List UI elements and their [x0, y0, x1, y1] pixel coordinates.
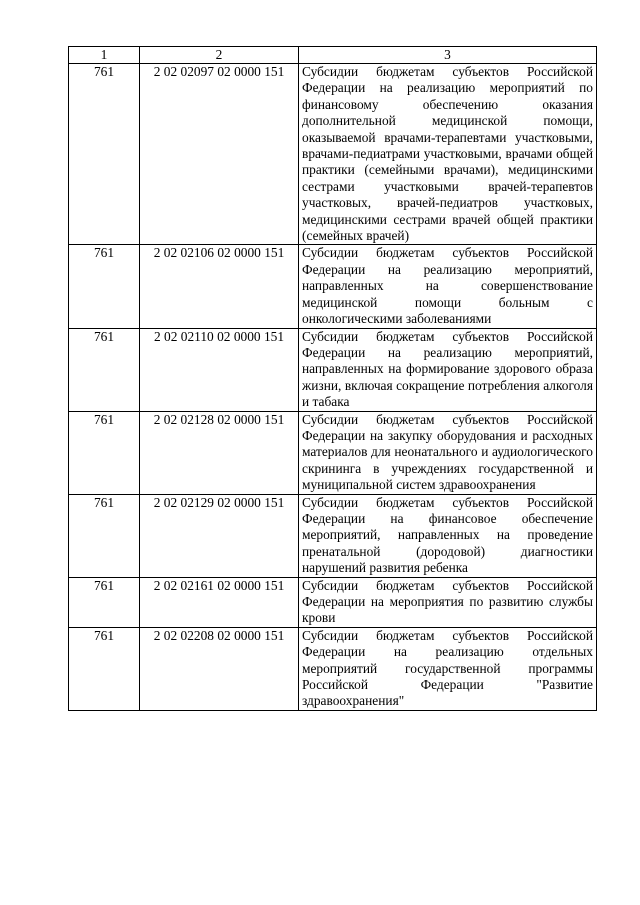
- admin-code-cell: 761: [69, 494, 140, 577]
- admin-code-cell: 761: [69, 411, 140, 494]
- budget-code-cell: 2 02 02097 02 0000 151: [140, 64, 299, 245]
- table-row: [69, 328, 597, 411]
- description-cell: Субсидии бюджетам субъектов Российской Федерации на реализацию отдельных мероприятий государственной программы Российской Федерации "Развитие здравоохранения": [299, 627, 597, 710]
- table-row: [69, 577, 597, 627]
- description-cell: Субсидии бюджетам субъектов Российской Федерации на реализацию мероприятий, направленных на совершенствование медицинской помощи больным с онкологическими заболеваниями: [299, 245, 597, 328]
- admin-code-cell: 761: [69, 577, 140, 627]
- table-header-row: [69, 47, 597, 64]
- column-header-1: 1: [69, 47, 140, 64]
- budget-code-cell: 2 02 02161 02 0000 151: [140, 577, 299, 627]
- admin-code-cell: 761: [69, 64, 140, 245]
- table-row: [69, 494, 597, 577]
- column-header-2: 2: [140, 47, 299, 64]
- description-cell: Субсидии бюджетам субъектов Российской Федерации на мероприятия по развитию службы крови: [299, 577, 597, 627]
- table-row: [69, 64, 597, 245]
- description-cell: Субсидии бюджетам субъектов Российской Федерации на реализацию мероприятий по финансовому обеспечению оказания дополнительной медицинской помощи, оказываемой врачами-терапевтами участковыми, врачами-педиатрами участковыми, врачами общей практики (семейными врачами), медицинскими сестрами участковыми врачей-терапевтов участковых, врачей-педиатров участковых, медицинскими сестрами врачей общей практики (семейных врачей): [299, 64, 597, 245]
- table-row: [69, 411, 597, 494]
- table-row: [69, 245, 597, 328]
- column-header-3: 3: [299, 47, 597, 64]
- admin-code-cell: 761: [69, 245, 140, 328]
- admin-code-cell: 761: [69, 627, 140, 710]
- budget-code-cell: 2 02 02110 02 0000 151: [140, 328, 299, 411]
- budget-code-cell: 2 02 02106 02 0000 151: [140, 245, 299, 328]
- budget-code-cell: 2 02 02129 02 0000 151: [140, 494, 299, 577]
- admin-code-cell: 761: [69, 328, 140, 411]
- budget-code-cell: 2 02 02208 02 0000 151: [140, 627, 299, 710]
- description-cell: Субсидии бюджетам субъектов Российской Федерации на закупку оборудования и расходных материалов для неонатального и аудиологического скрининга в учреждениях государственной и муниципальной систем здравоохранения: [299, 411, 597, 494]
- description-cell: Субсидии бюджетам субъектов Российской Федерации на реализацию мероприятий, направленных на формирование здорового образа жизни, включая сокращение потребления алкоголя и табака: [299, 328, 597, 411]
- description-cell: Субсидии бюджетам субъектов Российской Федерации на финансовое обеспечение мероприятий, направленных на проведение пренатальной (дородовой) диагностики нарушений развития ребенка: [299, 494, 597, 577]
- table-row: [69, 627, 597, 710]
- budget-code-cell: 2 02 02128 02 0000 151: [140, 411, 299, 494]
- budget-codes-table: [68, 46, 597, 711]
